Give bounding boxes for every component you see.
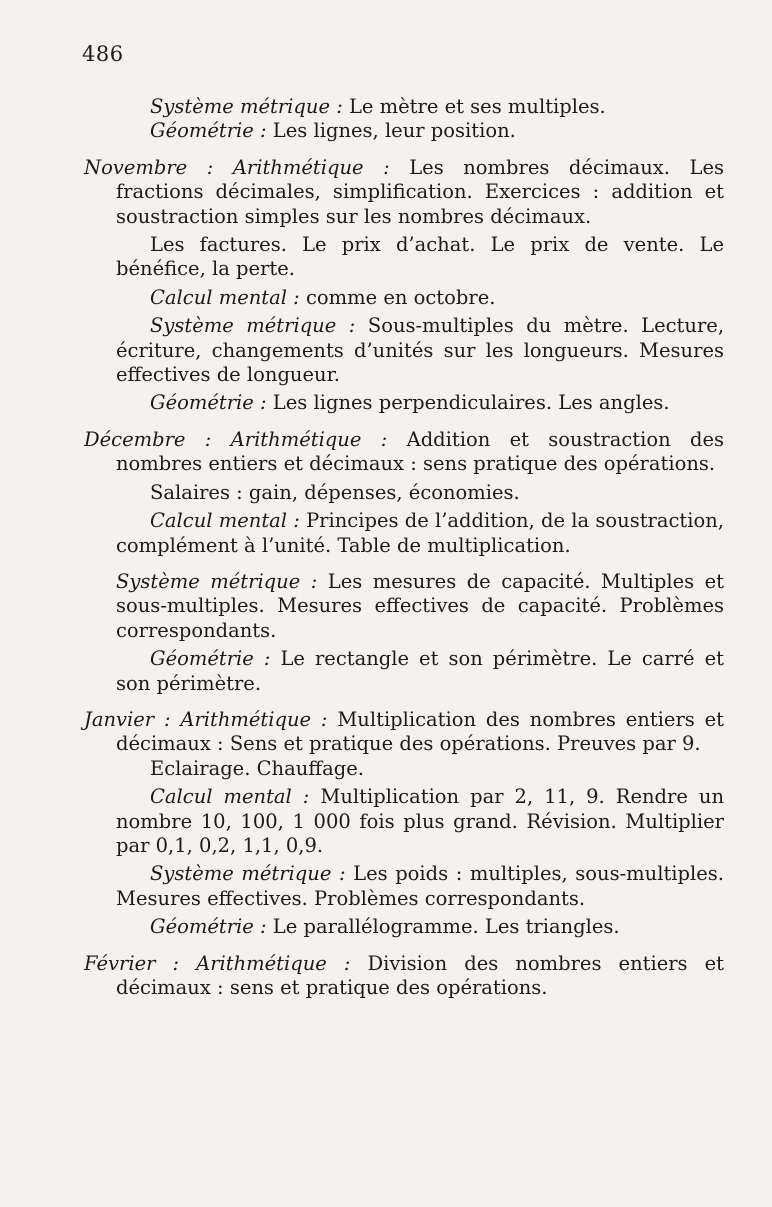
paragraph-label: Géométrie :: [150, 391, 267, 415]
paragraph-label: Novembre : Arithmétique :: [84, 155, 390, 179]
paragraph-calcul-mental-novembre: [116, 286, 724, 310]
paragraph-label: Décembre : Arithmétique :: [84, 427, 388, 451]
paragraph-label: Géométrie :: [150, 915, 267, 939]
paragraph-text: Les factures. Le prix d’achat. Le prix de vente. Le bénéfice, la perte.: [116, 233, 724, 281]
paragraph-decembre-arithmetique: [84, 427, 725, 477]
paragraph-label: Système métrique :: [150, 862, 346, 886]
paragraph-text: Division des nombres entiers et décimaux : sens et pratique des opérations.: [116, 951, 724, 999]
paragraph-text: Sous-multiples du mètre. Lecture, écriture, changements d’unités sur les longueurs. Mesures effectives de longueur.: [116, 314, 725, 387]
paragraph-calcul-mental-janvier: [116, 785, 724, 858]
page-number: 486: [82, 42, 124, 66]
paragraph-label: Calcul mental :: [150, 785, 310, 809]
paragraph-novembre-arithmetique: [84, 155, 725, 229]
paragraph-label: Février : Arithmétique :: [84, 951, 351, 975]
paragraph-text: Multiplication par 2, 11, 9. Rendre un nombre 10, 100, 1 000 fois plus grand. Révision. Multiplier par 0,1, 0,2, 1,1, 0,9.: [116, 785, 725, 857]
paragraph-label: Calcul mental :: [150, 509, 300, 533]
paragraph-label: Système métrique :: [150, 95, 343, 118]
paragraph-systeme-metrique-novembre: [116, 314, 724, 387]
paragraph-calcul-mental-decembre: [116, 509, 724, 558]
paragraph-text: Le rectangle et son périmètre. Le carré et son périmètre.: [116, 647, 724, 695]
paragraph-janvier-arithmetique: [84, 707, 724, 757]
paragraph-text: Les mesures de capacité. Multiples et sous-multiples. Mesures effectives de capacité. Problèmes correspondants.: [116, 569, 725, 642]
paragraph-label: Géométrie :: [150, 119, 267, 143]
paragraph-eclairage: [116, 757, 724, 781]
paragraph-text: Principes de l’addition, de la soustraction, complément à l’unité. Table de multiplication.: [116, 509, 724, 557]
paragraph-label: Système métrique :: [150, 314, 356, 338]
paragraph-fevrier-arithmetique: [84, 951, 724, 1001]
paragraph-geometrie-octobre: [116, 119, 724, 143]
paragraph-text: Le mètre et ses multiples.: [348, 95, 606, 118]
body-text: [84, 95, 725, 1000]
paragraph-text: Les lignes perpendiculaires. Les angles.: [272, 391, 670, 415]
paragraph-factures: [116, 233, 724, 282]
paragraph-text: Salaires : gain, dépenses, économies.: [150, 480, 520, 504]
paragraph-text: Le parallélogramme. Les triangles.: [272, 915, 620, 939]
paragraph-text: Addition et soustraction des nombres entiers et décimaux : sens pratique des opérations.: [116, 427, 725, 476]
paragraph-label: Géométrie :: [150, 647, 271, 671]
paragraph-systeme-metrique-janvier: [116, 862, 724, 911]
paragraph-label: Système métrique :: [116, 569, 318, 593]
paragraph-text: Eclairage. Chauffage.: [150, 756, 364, 780]
paragraph-text: Les lignes, leur position.: [272, 119, 516, 143]
paragraph-systeme-metrique-decembre: [116, 570, 724, 643]
paragraph-label: Janvier : Arithmétique :: [84, 707, 328, 731]
paragraph-geometrie-janvier: [116, 915, 724, 939]
paragraph-text: Les nombres décimaux. Les fractions décimales, simplification. Exercices : addition et soustraction simples sur les nombres décimaux.: [116, 155, 725, 228]
paragraph-systeme-metrique-octobre: [116, 95, 724, 119]
paragraph-text: Multiplication des nombres entiers et décimaux : Sens et pratique des opérations. Preuves par 9.: [116, 707, 724, 756]
paragraph-geometrie-decembre: [116, 647, 724, 696]
paragraph-geometrie-novembre: [116, 391, 724, 415]
paragraph-text: comme en octobre.: [305, 285, 496, 309]
paragraph-label: Calcul mental :: [150, 285, 300, 309]
paragraph-text: Les poids : multiples, sous-multiples. Mesures effectives. Problèmes correspondants.: [116, 862, 725, 910]
paragraph-salaires: [116, 481, 724, 505]
